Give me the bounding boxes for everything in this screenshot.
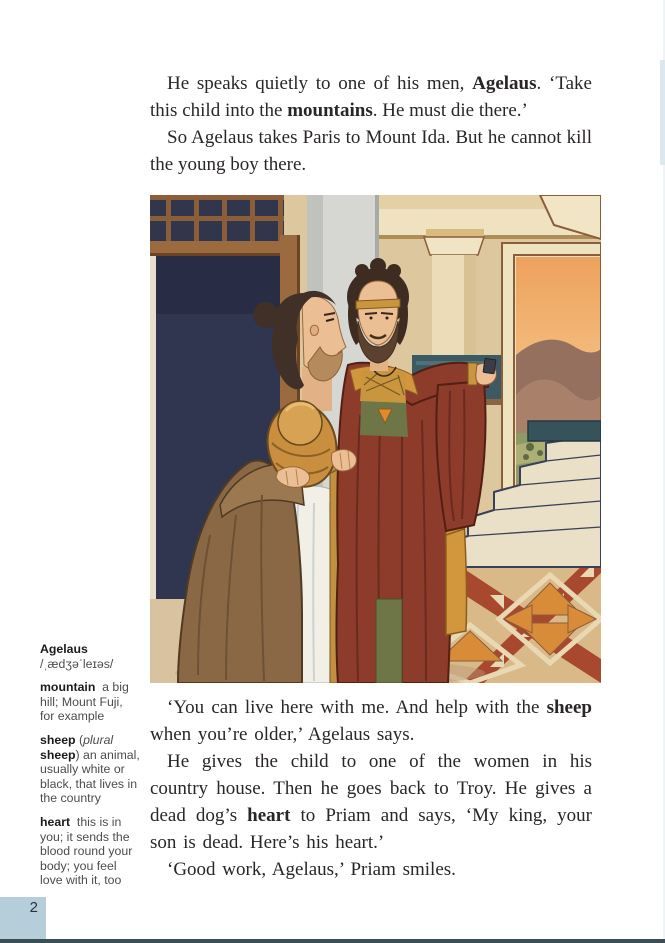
story-illustration [150,195,601,683]
glossary-entry-heart: heart this is in you; it sends the blood round your body; you feel love with it, too [40,814,133,888]
page-number: 2 [29,899,38,916]
glossary-entry-sheep: sheep (plural sheep) an animal, usually white or black, that lives in the country [40,732,140,806]
story-paragraph: ‘You can live here with me. And help with the sheep when you’re older,’ Agelaus says. [150,697,592,745]
page-bottom-bar [0,939,665,943]
glossary-sidebar [40,642,140,897]
page-number-box [0,897,46,939]
story-text-bottom [150,694,592,883]
page-right-accent-strip [660,60,665,165]
story-paragraph: He gives the child to one of the women in his country house. Then he goes back to Troy. He gives a dead dog’s heart to Priam and says, ‘My king, your son is dead. Here’s his heart.’ [150,751,592,853]
story-paragraph: He speaks quietly to one of his men, Agelaus. ‘Take this child into the mountains. He must die there.’ [150,73,592,121]
glossary-entry-mountain: mountain a big hill; Mount Fuji, for example [40,680,129,724]
glossary-entry-agelaus: Agelaus /ˌædʒəˈleɪəs/ [40,642,114,671]
story-paragraph: So Agelaus takes Paris to Mount Ida. But he cannot kill the young boy there. [150,127,592,175]
story-text-top [150,70,592,178]
story-paragraph: ‘Good work, Agelaus,’ Priam smiles. [167,859,456,880]
